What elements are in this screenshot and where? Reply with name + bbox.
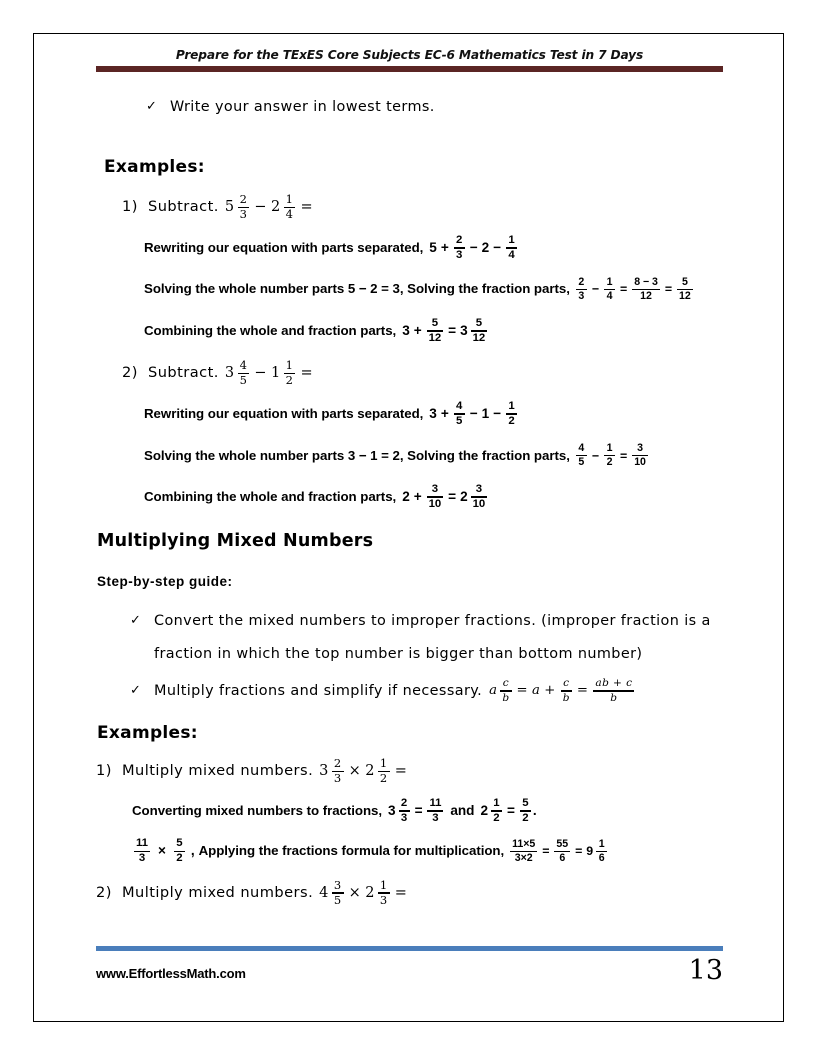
examples-heading-bottom: Examples: — [97, 723, 198, 744]
math-token: + — [413, 489, 422, 505]
math-token: c — [502, 677, 510, 690]
math-token: , — [190, 843, 195, 859]
math-token: a — [532, 682, 541, 698]
math-token: 1 — [379, 877, 388, 892]
math-token: 4 — [606, 290, 613, 303]
example-number: 2) — [122, 364, 138, 382]
math-token: 10 — [634, 456, 646, 469]
math-token: ab + c — [595, 677, 633, 690]
math-token: 2 — [493, 811, 500, 824]
example-item — [96, 877, 723, 907]
math-token: 10 — [428, 497, 442, 510]
math-token: 5 — [333, 892, 342, 907]
math-token: = — [394, 763, 408, 780]
example-number: 1) — [96, 762, 112, 780]
math-token: = — [394, 884, 408, 901]
math-token: 5 — [176, 837, 183, 850]
math-token: 3 — [239, 207, 248, 222]
example-prompt: Multiply mixed numbers. — [122, 762, 314, 780]
math-token: × — [348, 763, 362, 780]
math-token: 5 — [475, 316, 483, 329]
step-math — [508, 839, 609, 864]
math-token: = — [300, 365, 314, 382]
step-label: Solving the whole number parts 5 − 2 = 3, Solving the fraction parts, — [144, 281, 570, 297]
math-token: = — [576, 682, 589, 698]
math-token: 3 — [431, 482, 439, 495]
footer-website-link[interactable]: www.EffortlessMath.com — [96, 966, 246, 981]
example-item — [96, 758, 723, 785]
math-token: − — [591, 282, 600, 297]
math-token: 4 — [508, 248, 515, 261]
checkmark-icon: ✓ — [130, 613, 142, 629]
math-token: 2 — [176, 852, 183, 865]
math-token: 11 — [429, 796, 442, 809]
step-label: Applying the fractions formula for multiplication, — [198, 843, 505, 859]
example-expression — [318, 877, 410, 907]
math-token: 5 — [431, 316, 439, 329]
math-token: 1 — [481, 405, 490, 421]
math-token: 1 — [508, 399, 515, 412]
math-token: 12 — [640, 290, 652, 303]
step-label: Combining the whole and fraction parts, — [144, 322, 397, 338]
math-token: 12 — [679, 290, 691, 303]
list-item — [146, 97, 723, 117]
math-token: = — [414, 802, 423, 818]
math-token: b — [562, 691, 570, 704]
math-token: 2 — [481, 239, 490, 255]
math-token: + — [544, 682, 556, 698]
math-token: × — [348, 884, 362, 901]
list-item-label: Write your answer in lowest terms. — [170, 99, 435, 115]
math-token: b — [610, 691, 618, 704]
step-math — [574, 443, 650, 468]
math-token: + — [413, 322, 422, 338]
math-token: . — [532, 802, 537, 818]
example-expression — [224, 360, 316, 387]
math-token: 6 — [559, 852, 566, 865]
math-token: 12 — [428, 331, 442, 344]
math-token: 4 — [285, 207, 294, 222]
math-token: 9 — [586, 844, 594, 859]
math-token: − — [493, 405, 501, 421]
math-token: 3 — [224, 365, 235, 382]
list-item-label: Multiply fractions and simplify if necessary. — [154, 682, 483, 699]
math-token: = — [516, 682, 528, 698]
math-token: = — [300, 199, 314, 216]
math-token: + — [440, 405, 449, 421]
examples-heading-top: Examples: — [104, 157, 205, 177]
math-token: 2 — [460, 489, 468, 505]
math-token: 2 — [379, 771, 388, 786]
math-token: 2 — [270, 199, 281, 216]
math-token: 6 — [598, 852, 605, 865]
math-token: 5 — [224, 199, 235, 216]
step-math-lead — [132, 838, 195, 864]
example-item — [122, 194, 723, 221]
math-token: a — [489, 682, 498, 698]
math-token: and — [450, 802, 475, 818]
math-token: 11×5 — [512, 837, 536, 850]
math-token: 4 — [456, 399, 463, 412]
math-token: 12 — [472, 331, 486, 344]
math-token: c — [563, 677, 570, 690]
math-token: 3 — [432, 811, 439, 824]
math-token: 1 — [379, 756, 388, 771]
math-token: 3 — [333, 877, 342, 892]
math-token: 1 — [606, 442, 613, 455]
math-token: 1 — [606, 276, 613, 288]
step-math — [574, 277, 695, 302]
math-token: 3 — [333, 771, 342, 786]
step-math — [428, 401, 519, 427]
math-token: 2 — [508, 414, 515, 427]
math-token: = — [448, 322, 457, 338]
math-token: − — [254, 365, 267, 382]
step-math — [387, 798, 537, 824]
math-token: 2 — [402, 489, 410, 505]
math-token: 10 — [472, 497, 486, 510]
page-frame — [33, 33, 784, 1022]
math-token: 3 — [138, 852, 146, 865]
math-token: = — [542, 844, 550, 859]
list-item — [130, 611, 723, 664]
example-step — [144, 277, 723, 302]
example-step — [144, 484, 723, 510]
math-token: = — [575, 844, 583, 859]
checkmark-icon: ✓ — [130, 682, 142, 698]
math-token: 2 — [285, 373, 294, 388]
math-token: 55 — [556, 837, 569, 850]
math-token: 1 — [493, 796, 500, 809]
math-token: 5 — [456, 414, 463, 427]
step-label: Converting mixed numbers to fractions, — [132, 802, 383, 818]
math-token: 4 — [578, 442, 585, 455]
section-heading: Multiplying Mixed Numbers — [97, 531, 374, 552]
step-label: Rewriting our equation with parts separated, — [144, 405, 424, 421]
step-math — [428, 235, 519, 261]
header-divider — [96, 66, 723, 72]
math-token: = — [664, 282, 673, 297]
math-token: 2 — [522, 811, 529, 824]
math-token: 3 — [578, 290, 585, 303]
step-label: Solving the whole number parts 3 − 1 = 2, Solving the fraction parts, — [144, 447, 570, 463]
list-item — [130, 678, 723, 703]
math-token: − — [469, 239, 478, 255]
math-token: 3 — [400, 811, 408, 824]
math-token: 11 — [136, 837, 148, 850]
math-token: b — [502, 691, 510, 704]
example-prompt: Multiply mixed numbers. — [122, 883, 314, 901]
math-token: 2 — [480, 802, 488, 818]
math-token: 3 — [460, 322, 468, 338]
math-token: = — [620, 448, 628, 463]
example-expression — [224, 194, 316, 221]
math-token: 2 — [578, 276, 585, 288]
math-token: − — [493, 239, 501, 255]
math-token: − — [254, 199, 267, 216]
math-token: 2 — [239, 192, 248, 206]
footer-divider — [96, 946, 723, 951]
example-step — [132, 838, 723, 864]
math-token: 8 − 3 — [634, 276, 658, 288]
step-by-step-label: Step-by-step guide: — [97, 574, 233, 590]
math-token: 2 — [333, 756, 342, 771]
math-token: 2 — [456, 233, 463, 246]
math-token: − — [469, 405, 478, 421]
math-token: 3 — [402, 322, 410, 338]
math-token: 2 — [606, 456, 613, 469]
list-item-label — [154, 611, 711, 664]
example-step — [144, 235, 723, 261]
math-token: 1 — [508, 233, 515, 246]
math-token: 5 — [681, 276, 688, 288]
math-token: 3 — [388, 802, 396, 818]
math-token: × — [157, 843, 166, 859]
math-token: = — [506, 802, 515, 818]
page-content — [96, 47, 723, 1007]
step-math — [401, 484, 489, 510]
math-token: 5 — [429, 239, 437, 255]
example-expression — [318, 758, 410, 785]
math-token: − — [591, 448, 600, 463]
math-token: 4 — [319, 884, 329, 901]
example-step — [144, 318, 723, 344]
example-number: 2) — [96, 883, 112, 901]
math-token: 2 — [400, 796, 408, 809]
math-token: = — [448, 489, 457, 505]
math-token: 1 — [285, 358, 294, 373]
math-token: 1 — [285, 192, 294, 206]
checkmark-icon: ✓ — [146, 99, 158, 114]
header-title: Prepare for the TExES Core Subjects EC-6 Mathematics Test in 7 Days — [175, 48, 644, 62]
math-token: 3 — [456, 248, 463, 261]
math-token: 5 — [578, 456, 585, 469]
math-token: 3 — [319, 763, 329, 780]
math-token: 3×2 — [514, 852, 533, 865]
page-number: 13 — [688, 955, 723, 986]
example-step — [132, 798, 723, 824]
page-header — [96, 47, 723, 72]
step-label: Rewriting our equation with parts separated, — [144, 239, 424, 255]
math-token: 2 — [365, 763, 375, 780]
math-token: 3 — [475, 482, 483, 495]
mixed-number-formula — [488, 678, 636, 703]
page-footer — [96, 946, 723, 986]
math-token: 5 — [522, 796, 529, 809]
math-token: 1 — [598, 837, 605, 850]
example-prompt: Subtract. — [148, 198, 219, 216]
list-item-line: Convert the mixed numbers to improper fractions. (improper fraction is a — [154, 613, 711, 630]
example-item — [122, 360, 723, 387]
step-label: Combining the whole and fraction parts, — [144, 489, 397, 505]
math-token: 2 — [365, 884, 375, 901]
example-step — [144, 401, 723, 427]
step-math — [401, 318, 489, 344]
math-token: 3 — [429, 405, 437, 421]
math-token: + — [440, 239, 449, 255]
example-number: 1) — [122, 198, 138, 216]
math-token: 5 — [239, 373, 248, 388]
example-prompt: Subtract. — [148, 364, 219, 382]
example-step — [144, 443, 723, 468]
math-token: 3 — [379, 892, 388, 907]
math-token: 4 — [239, 358, 248, 373]
math-token: 3 — [637, 442, 643, 455]
math-token: = — [620, 282, 628, 297]
math-token: 1 — [270, 365, 281, 382]
list-item-line: fraction in which the top number is bigger than bottom number) — [154, 646, 643, 663]
